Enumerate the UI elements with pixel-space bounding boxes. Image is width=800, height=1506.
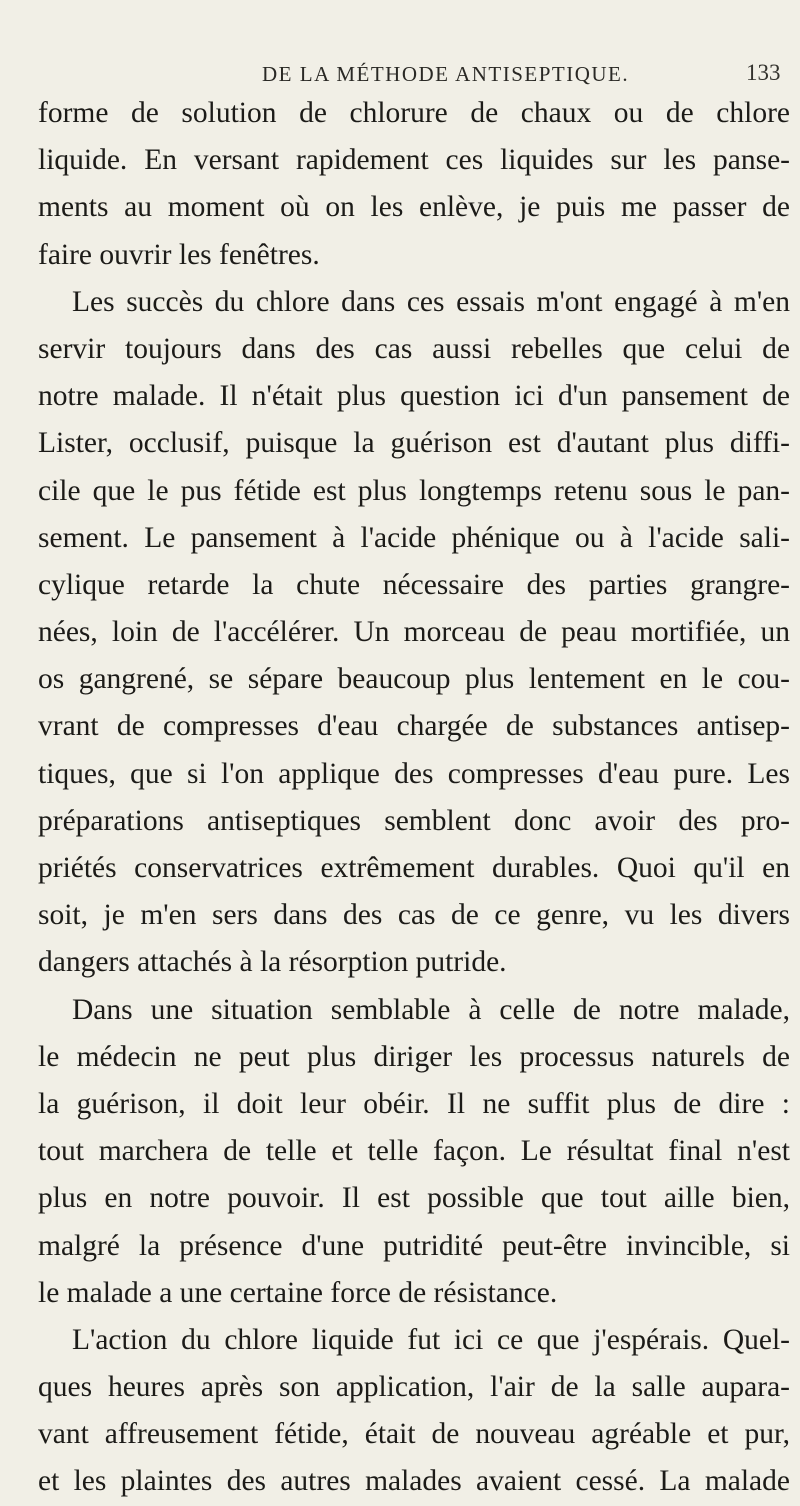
text-line: cile que le pus fétide est plus longtemps retenu sous le pan-	[38, 474, 790, 507]
text-line: priétés conservatrices extrêmement durables. Quoi qu'il en	[38, 852, 790, 884]
text-line: dangers attachés à la résorption putride.	[38, 946, 507, 979]
text-line: faire ouvrir les fenêtres.	[38, 238, 320, 271]
body-text	[38, 90, 790, 1506]
text-line: vrant de compresses d'eau chargée de substances antisep-	[38, 710, 790, 743]
text-line: forme de solution de chlorure de chaux ou de chlore	[38, 97, 790, 129]
text-line: la guérison, il doit leur obéir. Il ne suffit plus de dire :	[38, 1087, 790, 1120]
text-line: Les succès du chlore dans ces essais m'ont engagé à m'en	[72, 285, 790, 318]
text-line: préparations antiseptiques semblent donc avoir des pro-	[38, 804, 790, 837]
text-line: ments au moment où on les enlève, je puis me passer de	[38, 191, 790, 224]
text-line: cylique retarde la chute nécessaire des parties grangre-	[38, 568, 790, 601]
text-line: vant affreusement fétide, était de nouveau agréable et pur,	[38, 1418, 790, 1451]
text-line: et les plaintes des autres malades avaient cessé. La malade	[38, 1465, 790, 1498]
text-line: Dans une situation semblable à celle de notre malade,	[72, 993, 790, 1026]
running-head: DE LA MÉTHODE ANTISEPTIQUE.	[262, 62, 630, 86]
text-line: servir toujours dans des cas aussi rebelles que celui de	[38, 332, 790, 365]
text-line: soit, je m'en sers dans des cas de ce genre, vu les divers	[38, 899, 790, 932]
text-line: plus en notre pouvoir. Il est possible que tout aille bien,	[38, 1182, 790, 1215]
text-line: os gangrené, se sépare beaucoup plus lentement en le cou-	[38, 663, 790, 696]
text-line: notre malade. Il n'était plus question ici d'un pansement de	[38, 380, 790, 413]
text-line: tout marchera de telle et telle façon. Le résultat final n'est	[38, 1135, 790, 1168]
text-line: le malade a une certaine force de résistance.	[38, 1276, 558, 1309]
text-line: le médecin ne peut plus diriger les processus naturels de	[38, 1040, 790, 1073]
text-line: nées, loin de l'accélérer. Un morceau de peau mortifiée, un	[38, 616, 790, 649]
text-line: L'action du chlore liquide fut ici ce que j'espérais. Quel-	[72, 1323, 790, 1356]
page-number: 133	[746, 60, 781, 85]
text-line: sement. Le pansement à l'acide phénique ou à l'acide sali-	[38, 521, 790, 554]
text-line: liquide. En versant rapidement ces liquides sur les panse-	[38, 144, 790, 177]
text-line: ques heures après son application, l'air de la salle aupara-	[38, 1371, 790, 1404]
text-line: tiques, que si l'on applique des compresses d'eau pure. Les	[38, 757, 790, 790]
text-line: malgré la présence d'une putridité peut-être invincible, si	[38, 1229, 790, 1262]
text-line: Lister, occlusif, puisque la guérison est d'autant plus diffi-	[38, 427, 790, 460]
